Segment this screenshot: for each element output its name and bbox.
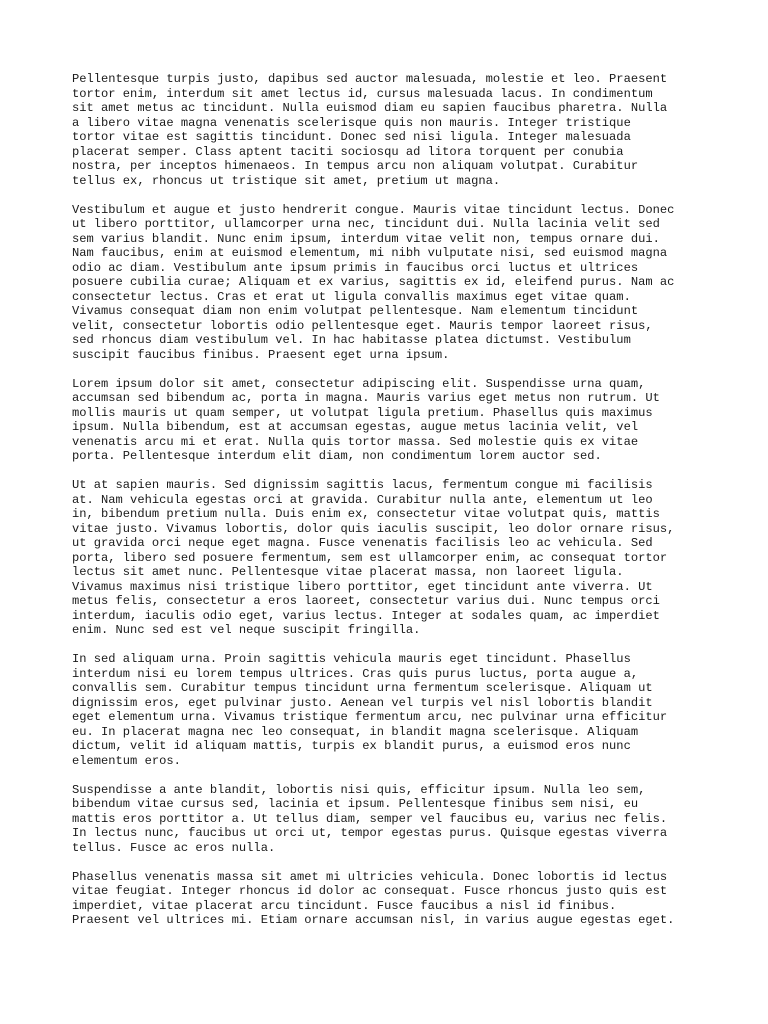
paragraph-3: Lorem ipsum dolor sit amet, consectetur adipiscing elit. Suspendisse urna quam, accumsan sed bibendum ac, porta in magna. Mauris varius eget metus non rutrum. Ut mollis mauris ut quam semper, ut volutpat ligula pretium. Phasellus quis maximus ipsum. Nulla bibendum, est at accumsan egestas, augue metus lacinia velit, vel venenatis arcu mi et erat. Nulla quis tortor massa. Sed molestie quis ex vitae porta. Pellentesque interdum elit diam, non condimentum lorem auctor sed. xyxy=(72,376,660,463)
paragraph-5: In sed aliquam urna. Proin sagittis vehicula mauris eget tincidunt. Phasellus interdum nisi eu lorem tempus ultrices. Cras quis purus luctus, porta augue a, convallis sem. Curabitur tempus tincidunt urna fermentum scelerisque. Aliquam ut dignissim eros, eget pulvinar justo. Aenean vel turpis vel nisl lobortis blandit eget elementum urna. Vivamus tristique fermentum arcu, nec pulvinar urna efficitur eu. In placerat magna nec leo consequat, in blandit magna scelerisque. Aliquam dictum, velit id aliquam mattis, turpis ex blandit purus, a euismod eros nunc elementum eros. xyxy=(72,652,668,768)
document-page xyxy=(72,72,712,942)
paragraph-7: Phasellus venenatis massa sit amet mi ultricies vehicula. Donec lobortis id lectus vitae feugiat. Integer rhoncus id dolor ac consequat. Fusce rhoncus justo quis est imperdiet, vitae placerat arcu tincidunt. Fusce faucibus a nisl id finibus. Praesent vel ultrices mi. Etiam ornare accumsan nisl, in varius augue egestas eget. xyxy=(72,869,675,927)
paragraph-1: Pellentesque turpis justo, dapibus sed auctor malesuada, molestie et leo. Praesent tortor enim, interdum sit amet lectus id, cursus malesuada lacus. In condimentum sit amet metus ac tincidunt. Nulla euismod diam eu sapien faucibus pharetra. Nulla a libero vitae magna venenatis scelerisque quis non mauris. Integer tristique tortor vitae est sagittis tincidunt. Donec sed nisi ligula. Integer malesuada placerat semper. Class aptent taciti sociosqu ad litora torquent per conubia nostra, per inceptos himenaeos. In tempus arcu non aliquam volutpat. Curabitur tellus ex, rhoncus ut tristique sit amet, pretium ut magna. xyxy=(72,72,668,188)
paragraph-2: Vestibulum et augue et justo hendrerit congue. Mauris vitae tincidunt lectus. Donec ut libero porttitor, ullamcorper urna nec, tincidunt dui. Nulla lacinia velit sed sem varius blandit. Nunc enim ipsum, interdum vitae velit non, tempus ornare dui. Nam faucibus, enim at euismod elementum, mi nibh vulputate nisi, sed euismod magna odio ac diam. Vestibulum ante ipsum primis in faucibus orci luctus et ultrices posuere cubilia curae; Aliquam et ex varius, sagittis ex id, eleifend purus. Nam ac consectetur lectus. Cras et erat ut ligula convallis maximus eget vitae quam. Vivamus consequat diam non enim volutpat pellentesque. Nam elementum tincidunt velit, consectetur lobortis odio pellentesque eget. Mauris tempor laoreet risus, sed rhoncus diam vestibulum vel. In hac habitasse platea dictumst. Vestibulum suscipit faucibus finibus. Praesent eget urna ipsum. xyxy=(72,202,675,362)
paragraph-6: Suspendisse a ante blandit, lobortis nisi quis, efficitur ipsum. Nulla leo sem, bibendum vitae cursus sed, lacinia et ipsum. Pellentesque finibus sem nisi, eu mattis eros porttitor a. Ut tellus diam, semper vel faucibus eu, varius nec felis. In lectus nunc, faucibus ut orci ut, tempor egestas purus. Quisque egestas viverra tellus. Fusce ac eros nulla. xyxy=(72,782,668,855)
paragraph-4: Ut at sapien mauris. Sed dignissim sagittis lacus, fermentum congue mi facilisis at. Nam vehicula egestas orci at gravida. Curabitur nulla ante, elementum ut leo in, bibendum pretium nulla. Duis enim ex, consectetur vitae volutpat quis, mattis vitae justo. Vivamus lobortis, dolor quis iaculis suscipit, leo dolor ornare risus, ut gravida orci neque eget magna. Fusce venenatis facilisis leo ac vehicula. Sed porta, libero sed posuere fermentum, sem est ullamcorper enim, ac consequat tortor lectus sit amet nunc. Pellentesque vitae placerat massa, non laoreet ligula. Vivamus maximus nisi tristique libero porttitor, eget tincidunt ante viverra. Ut metus felis, consectetur a eros laoreet, consectetur varius dui. Nunc tempus orci interdum, iaculis odio eget, varius lectus. Integer at sodales quam, ac imperdiet enim. Nunc sed est vel neque suscipit fringilla. xyxy=(72,478,675,637)
